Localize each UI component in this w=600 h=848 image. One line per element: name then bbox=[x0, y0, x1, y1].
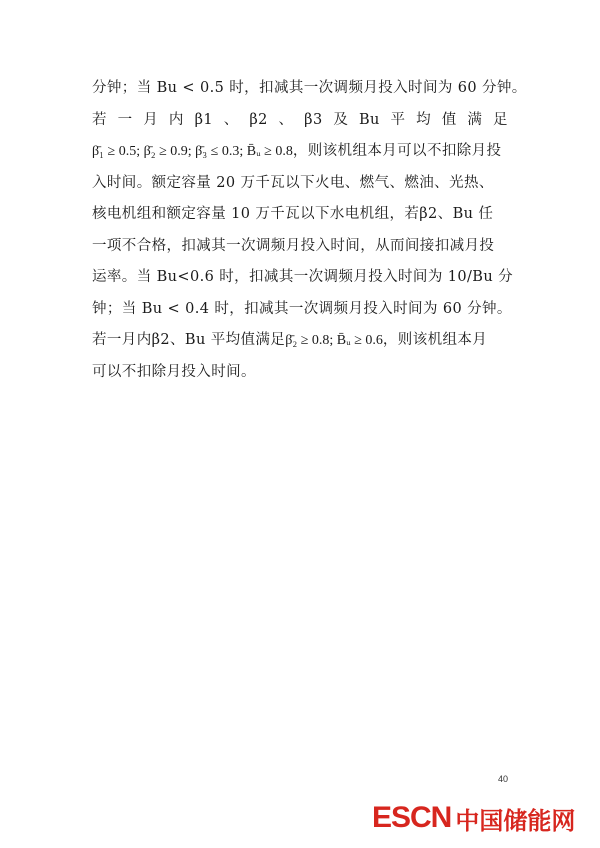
text-line-1: 分钟；当 Bu < 0.5 时，扣减其一次调频月投入时间为 60 分钟。 bbox=[92, 80, 527, 96]
word: 一 bbox=[117, 111, 133, 128]
word: 若 bbox=[92, 111, 107, 128]
word: β1 bbox=[194, 111, 213, 128]
watermark-cjk-text: 中国储能网 bbox=[455, 806, 576, 835]
word: β2 bbox=[249, 111, 268, 128]
word: 均 bbox=[416, 111, 432, 128]
word: β3 bbox=[304, 111, 323, 128]
word: 满 bbox=[467, 111, 483, 128]
text-segment: 若一月内β2、Bu 平均值满足 bbox=[92, 332, 286, 348]
word: 平 bbox=[390, 111, 406, 128]
text-segment: ，则该机组本月可以不扣除月投 bbox=[292, 143, 502, 159]
text-line-8: 钟；当 Bu < 0.4 时，扣减其一次调频月投入时间为 60 分钟。 bbox=[92, 300, 512, 317]
word: 内 bbox=[168, 111, 184, 128]
text-line-3 bbox=[92, 136, 512, 168]
word: 、 bbox=[278, 111, 294, 128]
text-line-6: 一项不合格，扣减其一次调频月投入时间，从而间接扣减月投 bbox=[92, 237, 495, 254]
word: 月 bbox=[143, 111, 159, 128]
word: Bu bbox=[358, 111, 380, 128]
text-line-7: 运率。当 Bu<0.6 时，扣减其一次调频月投入时间为 10/Bu 分 bbox=[92, 269, 513, 285]
text-line-10: 可以不扣除月投入时间。 bbox=[92, 363, 256, 380]
inline-formula: β̄₂ ≥ 0.8; B̄ᵤ ≥ 0.6 bbox=[285, 333, 383, 348]
word: 、 bbox=[223, 111, 239, 128]
text-line-4: 入时间。额定容量 20 万千瓦以下火电、燃气、燃油、光热、 bbox=[92, 174, 494, 191]
watermark-latin-text: ESCN bbox=[372, 801, 452, 834]
body-text bbox=[92, 73, 527, 388]
page-number: 40 bbox=[498, 774, 509, 784]
inline-formula: β̄₁ ≥ 0.5; β̄₂ ≥ 0.9; β̄₃ ≤ 0.3; B̄ᵤ ≥ 0.8 bbox=[92, 144, 293, 159]
word: 足 bbox=[493, 111, 508, 128]
word: 值 bbox=[441, 111, 457, 128]
text-line-5: 核电机组和额定容量 10 万千瓦以下水电机组，若β2、Bu 任 bbox=[92, 206, 494, 222]
escn-watermark-logo bbox=[372, 800, 592, 836]
word: 及 bbox=[333, 111, 349, 128]
text-line-2 bbox=[92, 105, 508, 137]
text-segment: ，则该机组本月 bbox=[382, 332, 488, 348]
text-line-9 bbox=[92, 325, 512, 357]
